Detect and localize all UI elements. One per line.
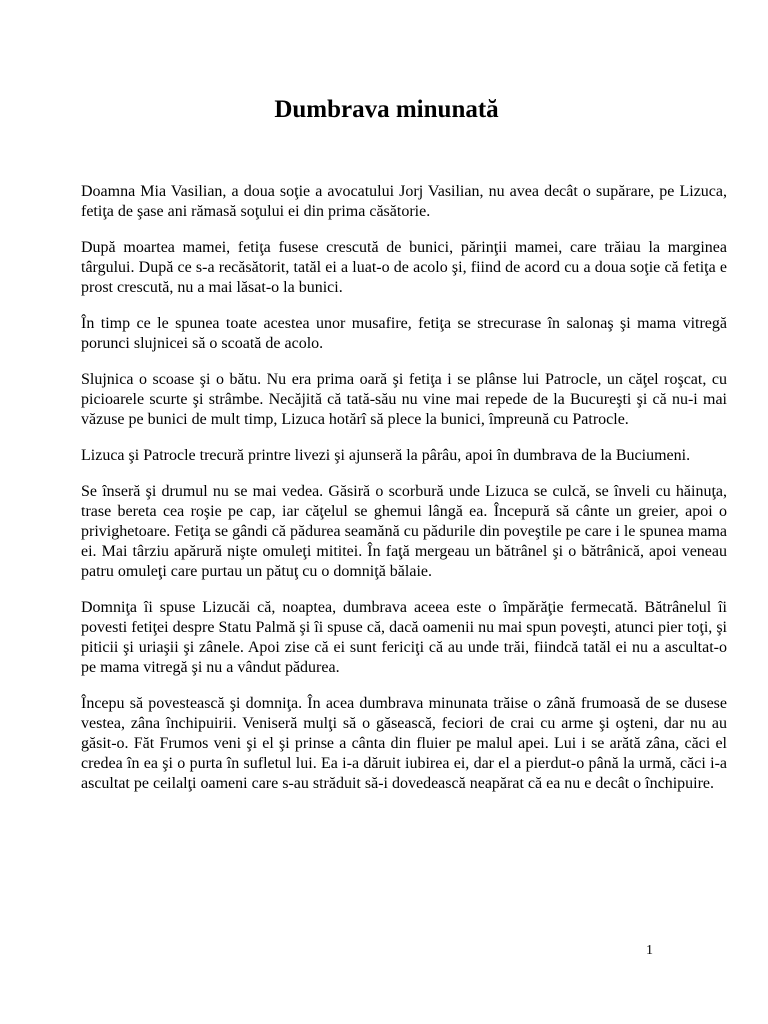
paragraph-6: Se înseră şi drumul nu se mai vedea. Găsiră o scorbură unde Lizuca se culcă, se înveli cu hăinuţa, trase bereta cea roşie pe cap, iar căţelul se ghemui lângă ea. Începură să cânte un greier, apoi o privighetoare. Fetiţa se gândi că pădurea seamănă cu pădurile din poveştile pe care i le spunea mama ei. Mai târziu apărură nişte omuleţi mititei. În faţă mergeau un bătrânel şi o bătrânică, apoi veneau patru omuleţi care purtau un pătuţ cu o domniţă bălaie. bbox=[81, 483, 727, 580]
document-body bbox=[81, 182, 727, 794]
paragraph-3: În timp ce le spunea toate acestea unor musafire, fetiţa se strecurase în salonaş şi mama vitregă porunci slujnicei să o scoată de acolo. bbox=[81, 315, 727, 352]
page-number: 1 bbox=[646, 943, 653, 958]
paragraph-4: Slujnica o scoase şi o bătu. Nu era prima oară şi fetiţa i se plânse lui Patrocle, un căţel roşcat, cu picioarele scurte şi strâmbe. Necăjită că tată-său nu vine mai repede de la Bucureşti şi că nu-i mai văzuse pe bunici de mult timp, Lizuca hotărî să plece la bunici, împreună cu Patrocle. bbox=[81, 371, 727, 428]
paragraph-5: Lizuca şi Patrocle trecură printre livezi şi ajunseră la pârâu, apoi în dumbrava de la Buciumeni. bbox=[81, 447, 691, 464]
paragraph-8: Începu să povestească şi domniţa. În acea dumbrava minunata trăise o zână frumoasă de se dusese vestea, zâna închipuirii. Veniseră mulţi să o găsească, feciori de crai cu arme şi oşteni, dar nu au găsit-o. Făt Frumos veni şi el şi prinse a cânta din fluier pe malul apei. Lui i se arătă zâna, căci el credea în ea şi o purta în sufletul lui. Ea i-a dăruit iubirea ei, dar el a pierdut-o până la urmă, căci i-a ascultat pe ceilalţi oameni care s-au străduit să-i dovedească neapărat că ea nu e decât o închipuire. bbox=[81, 695, 727, 792]
paragraph-1: Doamna Mia Vasilian, a doua soţie a avocatului Jorj Vasilian, nu avea decât o supărare, pe Lizuca, fetiţa de şase ani rămasă soţului ei din prima căsătorie. bbox=[81, 183, 727, 220]
paragraph-2: După moartea mamei, fetiţa fusese crescută de bunici, părinţii mamei, care trăiau la marginea târgului. După ce s-a recăsătorit, tatăl ei a luat-o de acolo şi, fiind de acord cu a doua soţie că fetiţa e prost crescută, nu a mai lăsat-o la bunici. bbox=[81, 239, 727, 296]
document-title: Dumbrava minunată bbox=[274, 96, 499, 123]
paragraph-7: Domniţa îi spuse Lizucăi că, noaptea, dumbrava aceea este o împărăţie fermecată. Bătrânelul îi povesti fetiţei despre Statu Palmă şi îi spuse că, dacă oamenii nu mai spun poveşti, atunci pier toţi, şi piticii şi uriaşii şi zânele. Apoi zise că ei sunt fericiţi că au unde trăi, fiindcă tatăl ei nu a ascultat-o pe mama vitregă şi nu a vândut pădurea. bbox=[81, 599, 727, 676]
